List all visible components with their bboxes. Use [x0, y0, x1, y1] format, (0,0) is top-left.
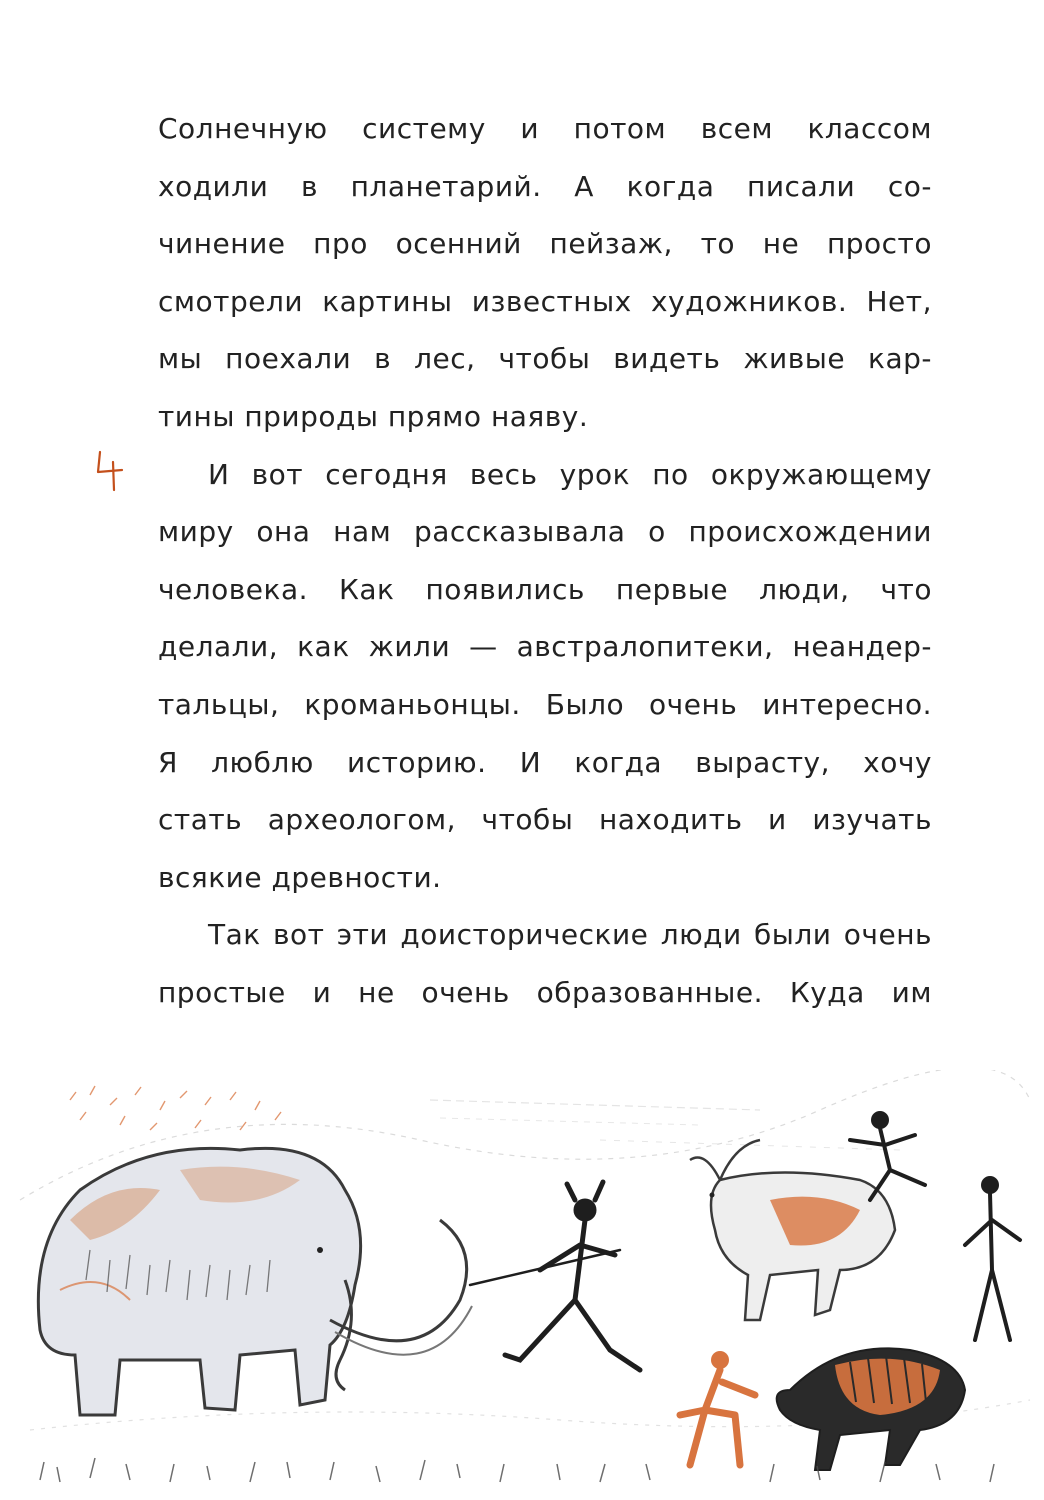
paragraph-1 [158, 100, 932, 446]
paragraph-2 [158, 446, 932, 907]
boar-drawing [777, 1348, 965, 1470]
cave-painting-illustration [0, 1070, 1044, 1500]
text-line: делали, как жили — австралопитеки, неандер- [158, 630, 932, 664]
text-line: Так вот эти доисторические люди были очень [208, 918, 932, 952]
text-line: тальцы, кроманьонцы. Было очень интересно. [158, 687, 932, 721]
text-line: чинение про осенний пейзаж, то не просто [158, 227, 932, 261]
handwritten-mark-4 [92, 448, 132, 494]
aurochs-drawing [690, 1140, 895, 1320]
text-line: стать археологом, чтобы находить и изучать [158, 803, 932, 837]
text-line: ходили в планетарий. А когда писали со- [158, 169, 932, 203]
hunter-figure [470, 1182, 640, 1370]
text-line: смотрели картины известных художников. Нет, [158, 284, 932, 318]
page-text [158, 100, 932, 1022]
text-line: Солнечную систему и потом всем классом [158, 112, 932, 145]
text-line: тины природы прямо наяву. [158, 399, 589, 433]
ochre-texture [70, 1086, 281, 1130]
standing-figure [965, 1178, 1020, 1340]
text-line: Я люблю историю. И когда вырасту, хочу [158, 745, 932, 779]
text-line: миру она нам рассказывала о происхождении [158, 515, 932, 549]
grass-strokes [40, 1458, 994, 1482]
text-line: человека. Как появились первые люди, что [158, 572, 932, 606]
text-line: мы поехали в лес, чтобы видеть живые кар- [158, 342, 932, 376]
text-line: простые и не очень образованные. Куда им [158, 975, 932, 1009]
text-line: И вот сегодня весь урок по окружающему [208, 457, 932, 491]
crouching-figure [680, 1351, 755, 1465]
paragraph-3 [158, 906, 932, 1021]
text-line: всякие древности. [158, 860, 442, 894]
mammoth-drawing [38, 1148, 472, 1415]
